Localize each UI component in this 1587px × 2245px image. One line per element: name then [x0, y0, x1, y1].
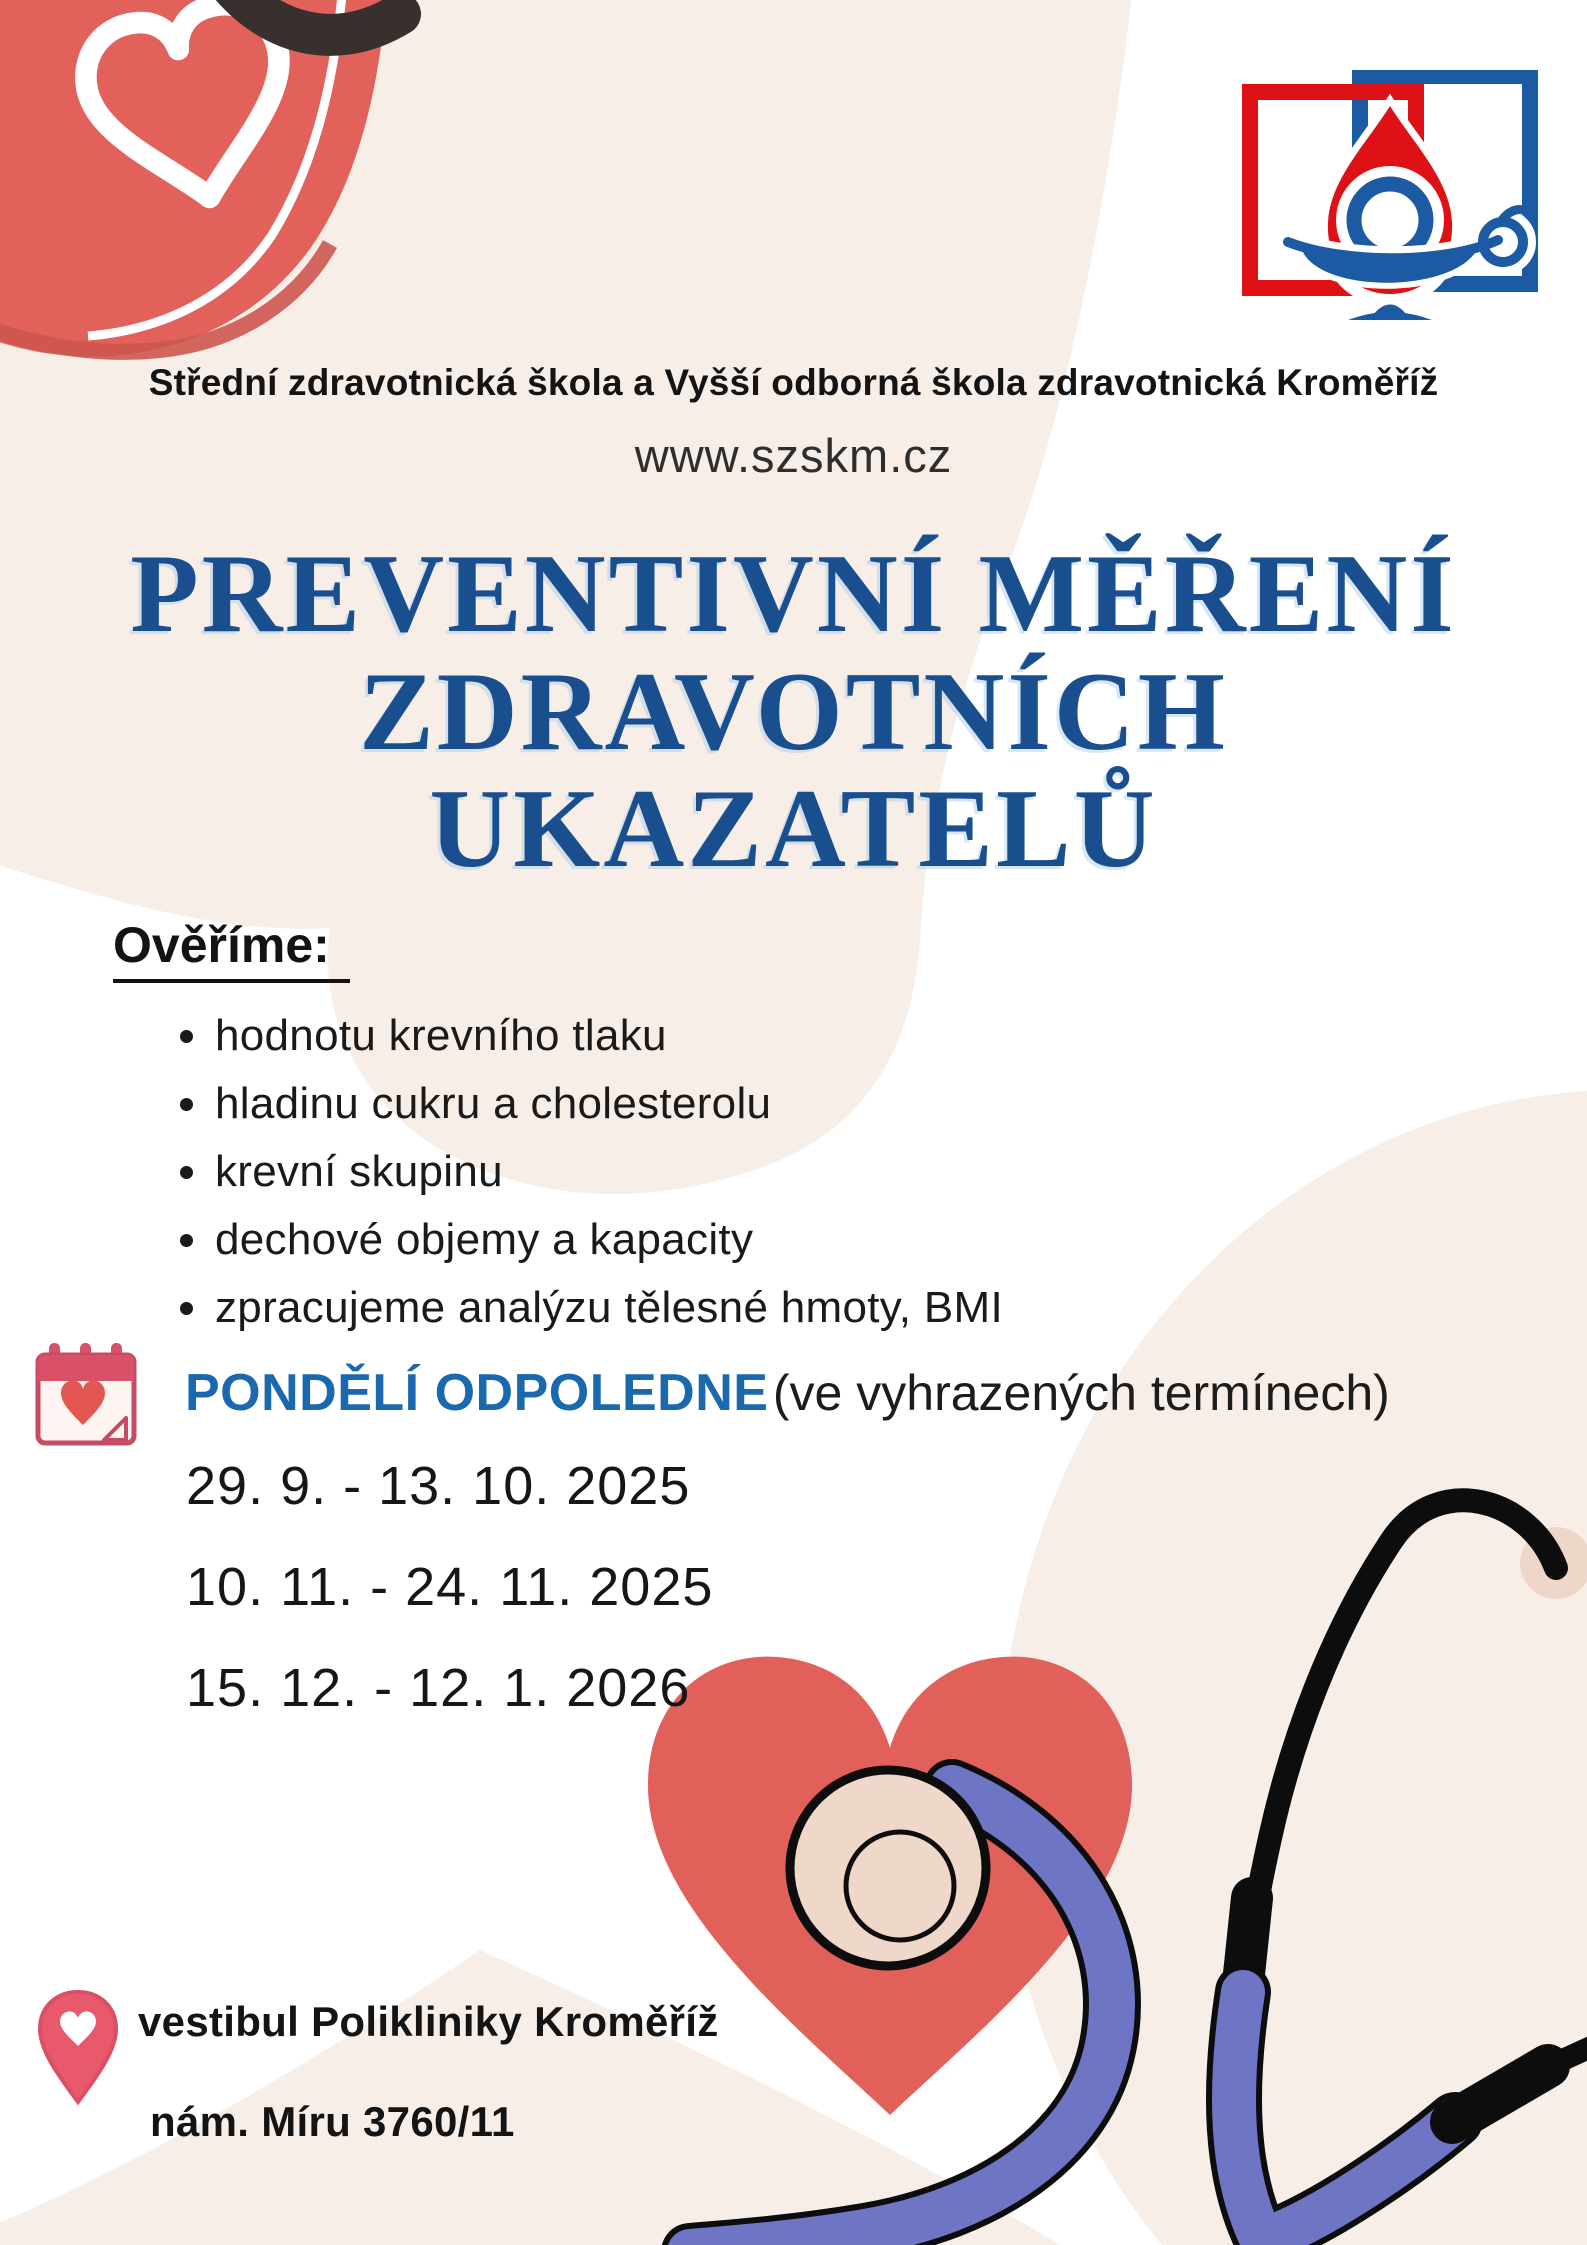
calendar-heart-icon: [35, 1341, 137, 1449]
bullet-dot: [180, 1302, 193, 1315]
list-item: [180, 1206, 1003, 1274]
map-pin-heart-icon: [34, 1988, 122, 2106]
website-url: www.szskm.cz: [634, 429, 953, 482]
schedule-date: 10. 11. - 24. 11. 2025: [186, 1557, 714, 1617]
bullet-dot: [180, 1234, 193, 1247]
checks-heading-text: Ověříme:: [113, 916, 350, 983]
checks-list: [180, 1002, 1003, 1342]
poster-title-line3: UKAZATELŮ: [429, 767, 1158, 892]
check-item-label: hladinu cukru a cholesterolu: [215, 1079, 772, 1128]
check-item-label: zpracujeme analýzu tělesné hmoty, BMI: [215, 1283, 1003, 1332]
schedule-date: 29. 9. - 13. 10. 2025: [186, 1456, 691, 1516]
schedule-note: [773, 1365, 1390, 1421]
lamp-foot: [1342, 317, 1438, 320]
schedule-note-text: (ve vyhrazených termínech): [772, 1365, 1390, 1421]
poster-title: [0, 532, 1587, 892]
school-name: Střední zdravotnická škola a Vyšší odborná škola zdravotnická Kroměříž: [148, 362, 1439, 403]
schedule-date: 15. 12. - 12. 1. 2026: [186, 1658, 691, 1718]
schedule-row: [185, 1363, 1390, 1423]
poster-title-line1: PREVENTIVNÍ MĚŘENÍ: [130, 532, 1457, 656]
school-logo: [1240, 70, 1540, 320]
list-item: [180, 1002, 1003, 1070]
check-item-label: dechové objemy a kapacity: [215, 1215, 754, 1264]
bullet-dot: [180, 1098, 193, 1111]
list-item: [180, 1070, 1003, 1138]
logo-ring: [1354, 184, 1426, 256]
checks-heading: [113, 916, 350, 983]
location-venue: vestibul Polikliniky Kroměříž: [138, 1998, 719, 2045]
schedule-label: PONDĚLÍ ODPOLEDNE: [185, 1364, 769, 1422]
check-item-label: krevní skupinu: [215, 1147, 503, 1196]
poster-title-line2: ZDRAVOTNÍCH: [359, 649, 1228, 774]
list-item: [180, 1138, 1003, 1206]
list-item: [180, 1274, 1003, 1342]
check-item-label: hodnotu krevního tlaku: [215, 1011, 667, 1060]
bullet-dot: [180, 1030, 193, 1043]
bullet-dot: [180, 1166, 193, 1179]
location-address: nám. Míru 3760/11: [150, 2098, 515, 2145]
